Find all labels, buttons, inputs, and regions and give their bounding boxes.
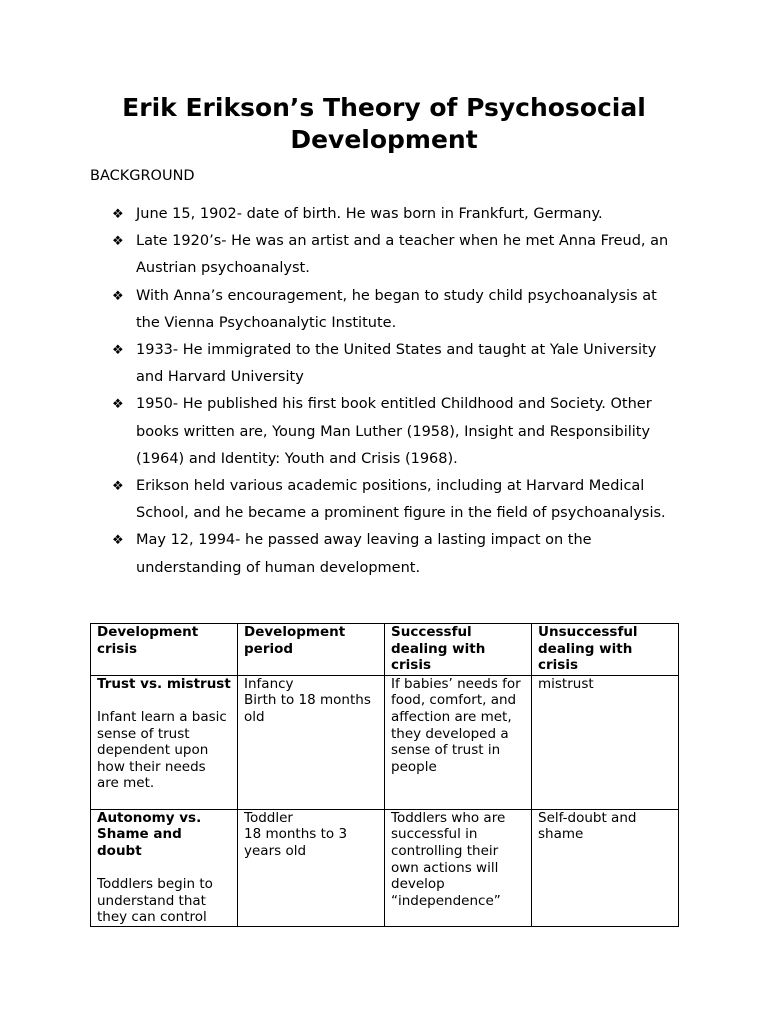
table-header-row — [91, 624, 679, 676]
successful-cell — [385, 675, 532, 809]
crisis-cell — [91, 809, 238, 926]
document-title: Erik Erikson’s Theory of Psychosocial Development — [122, 93, 646, 154]
diamond-dotted-bullet-icon: ❖ — [112, 207, 124, 222]
crisis-title: Trust vs. mistrust — [97, 675, 231, 692]
list-item — [112, 201, 682, 228]
section-heading-background: BACKGROUND — [90, 168, 195, 184]
diamond-dotted-bullet-icon: ❖ — [112, 343, 124, 359]
unsuccessful-text: Self-doubt and shame — [538, 809, 637, 843]
list-item-text: With Anna’s encouragement, he began to study child psychoanalysis at the Vienna Psychoanalytic Institute. — [136, 287, 657, 331]
table-row — [91, 675, 679, 809]
list-item-text: 1950- He published his first book entitled Childhood and Society. Other books written are, Young Man Luther (1958), Insight and Responsibility (1964) and Identity: Youth and Crisis (1968). — [136, 396, 652, 467]
list-item-text: May 12, 1994- he passed away leaving a lasting impact on the understanding of human development. — [136, 532, 592, 576]
unsuccessful-cell — [532, 675, 679, 809]
crisis-description: Toddlers begin to understand that they can control — [97, 876, 213, 925]
diamond-dotted-bullet-icon: ❖ — [112, 479, 124, 495]
list-item — [112, 391, 682, 473]
list-item — [112, 337, 682, 391]
period-text: Infancy Birth to 18 months old — [244, 675, 371, 725]
successful-text: If babies’ needs for food, comfort, and affection are met, they developed a sense of trust in people — [391, 675, 521, 775]
crisis-title: Autonomy vs. Shame and doubt — [97, 809, 202, 859]
period-cell — [238, 675, 385, 809]
diamond-dotted-bullet-icon: ❖ — [112, 234, 124, 250]
list-item-text: Erikson held various academic positions, including at Harvard Medical School, and he became a prominent figure in the field of psychoanalysis. — [136, 478, 666, 522]
list-item-text: Late 1920’s- He was an artist and a teacher when he met Anna Freud, an Austrian psychoanalyst. — [136, 233, 669, 277]
background-list — [112, 201, 682, 582]
unsuccessful-text: mistrust — [538, 675, 594, 692]
column-header-period: Development period — [238, 624, 385, 676]
crisis-cell — [91, 675, 238, 809]
table-row — [91, 809, 679, 926]
list-item-text: June 15, 1902- date of birth. He was born in Frankfurt, Germany. — [136, 206, 603, 222]
successful-text: Toddlers who are successful in controlling their own actions will develop “independence” — [391, 809, 506, 909]
column-header-unsuccessful: Unsuccessful dealing with crisis — [532, 624, 679, 676]
list-item — [112, 527, 682, 581]
list-item-text: 1933- He immigrated to the United States and taught at Yale University and Harvard University — [136, 342, 657, 386]
psychosocial-stages-table — [90, 623, 679, 927]
period-text: Toddler 18 months to 3 years old — [244, 809, 348, 859]
list-item — [112, 283, 682, 337]
list-item — [112, 228, 682, 282]
list-item — [112, 473, 682, 527]
column-header-crisis: Development crisis — [91, 624, 238, 676]
column-header-successful: Successful dealing with crisis — [385, 624, 532, 676]
period-cell — [238, 809, 385, 926]
diamond-dotted-bullet-icon: ❖ — [112, 397, 124, 413]
crisis-description: Infant learn a basic sense of trust dependent upon how their needs are met. — [97, 708, 227, 792]
successful-cell — [385, 809, 532, 926]
diamond-dotted-bullet-icon: ❖ — [112, 533, 124, 549]
unsuccessful-cell — [532, 809, 679, 926]
diamond-dotted-bullet-icon: ❖ — [112, 288, 124, 304]
